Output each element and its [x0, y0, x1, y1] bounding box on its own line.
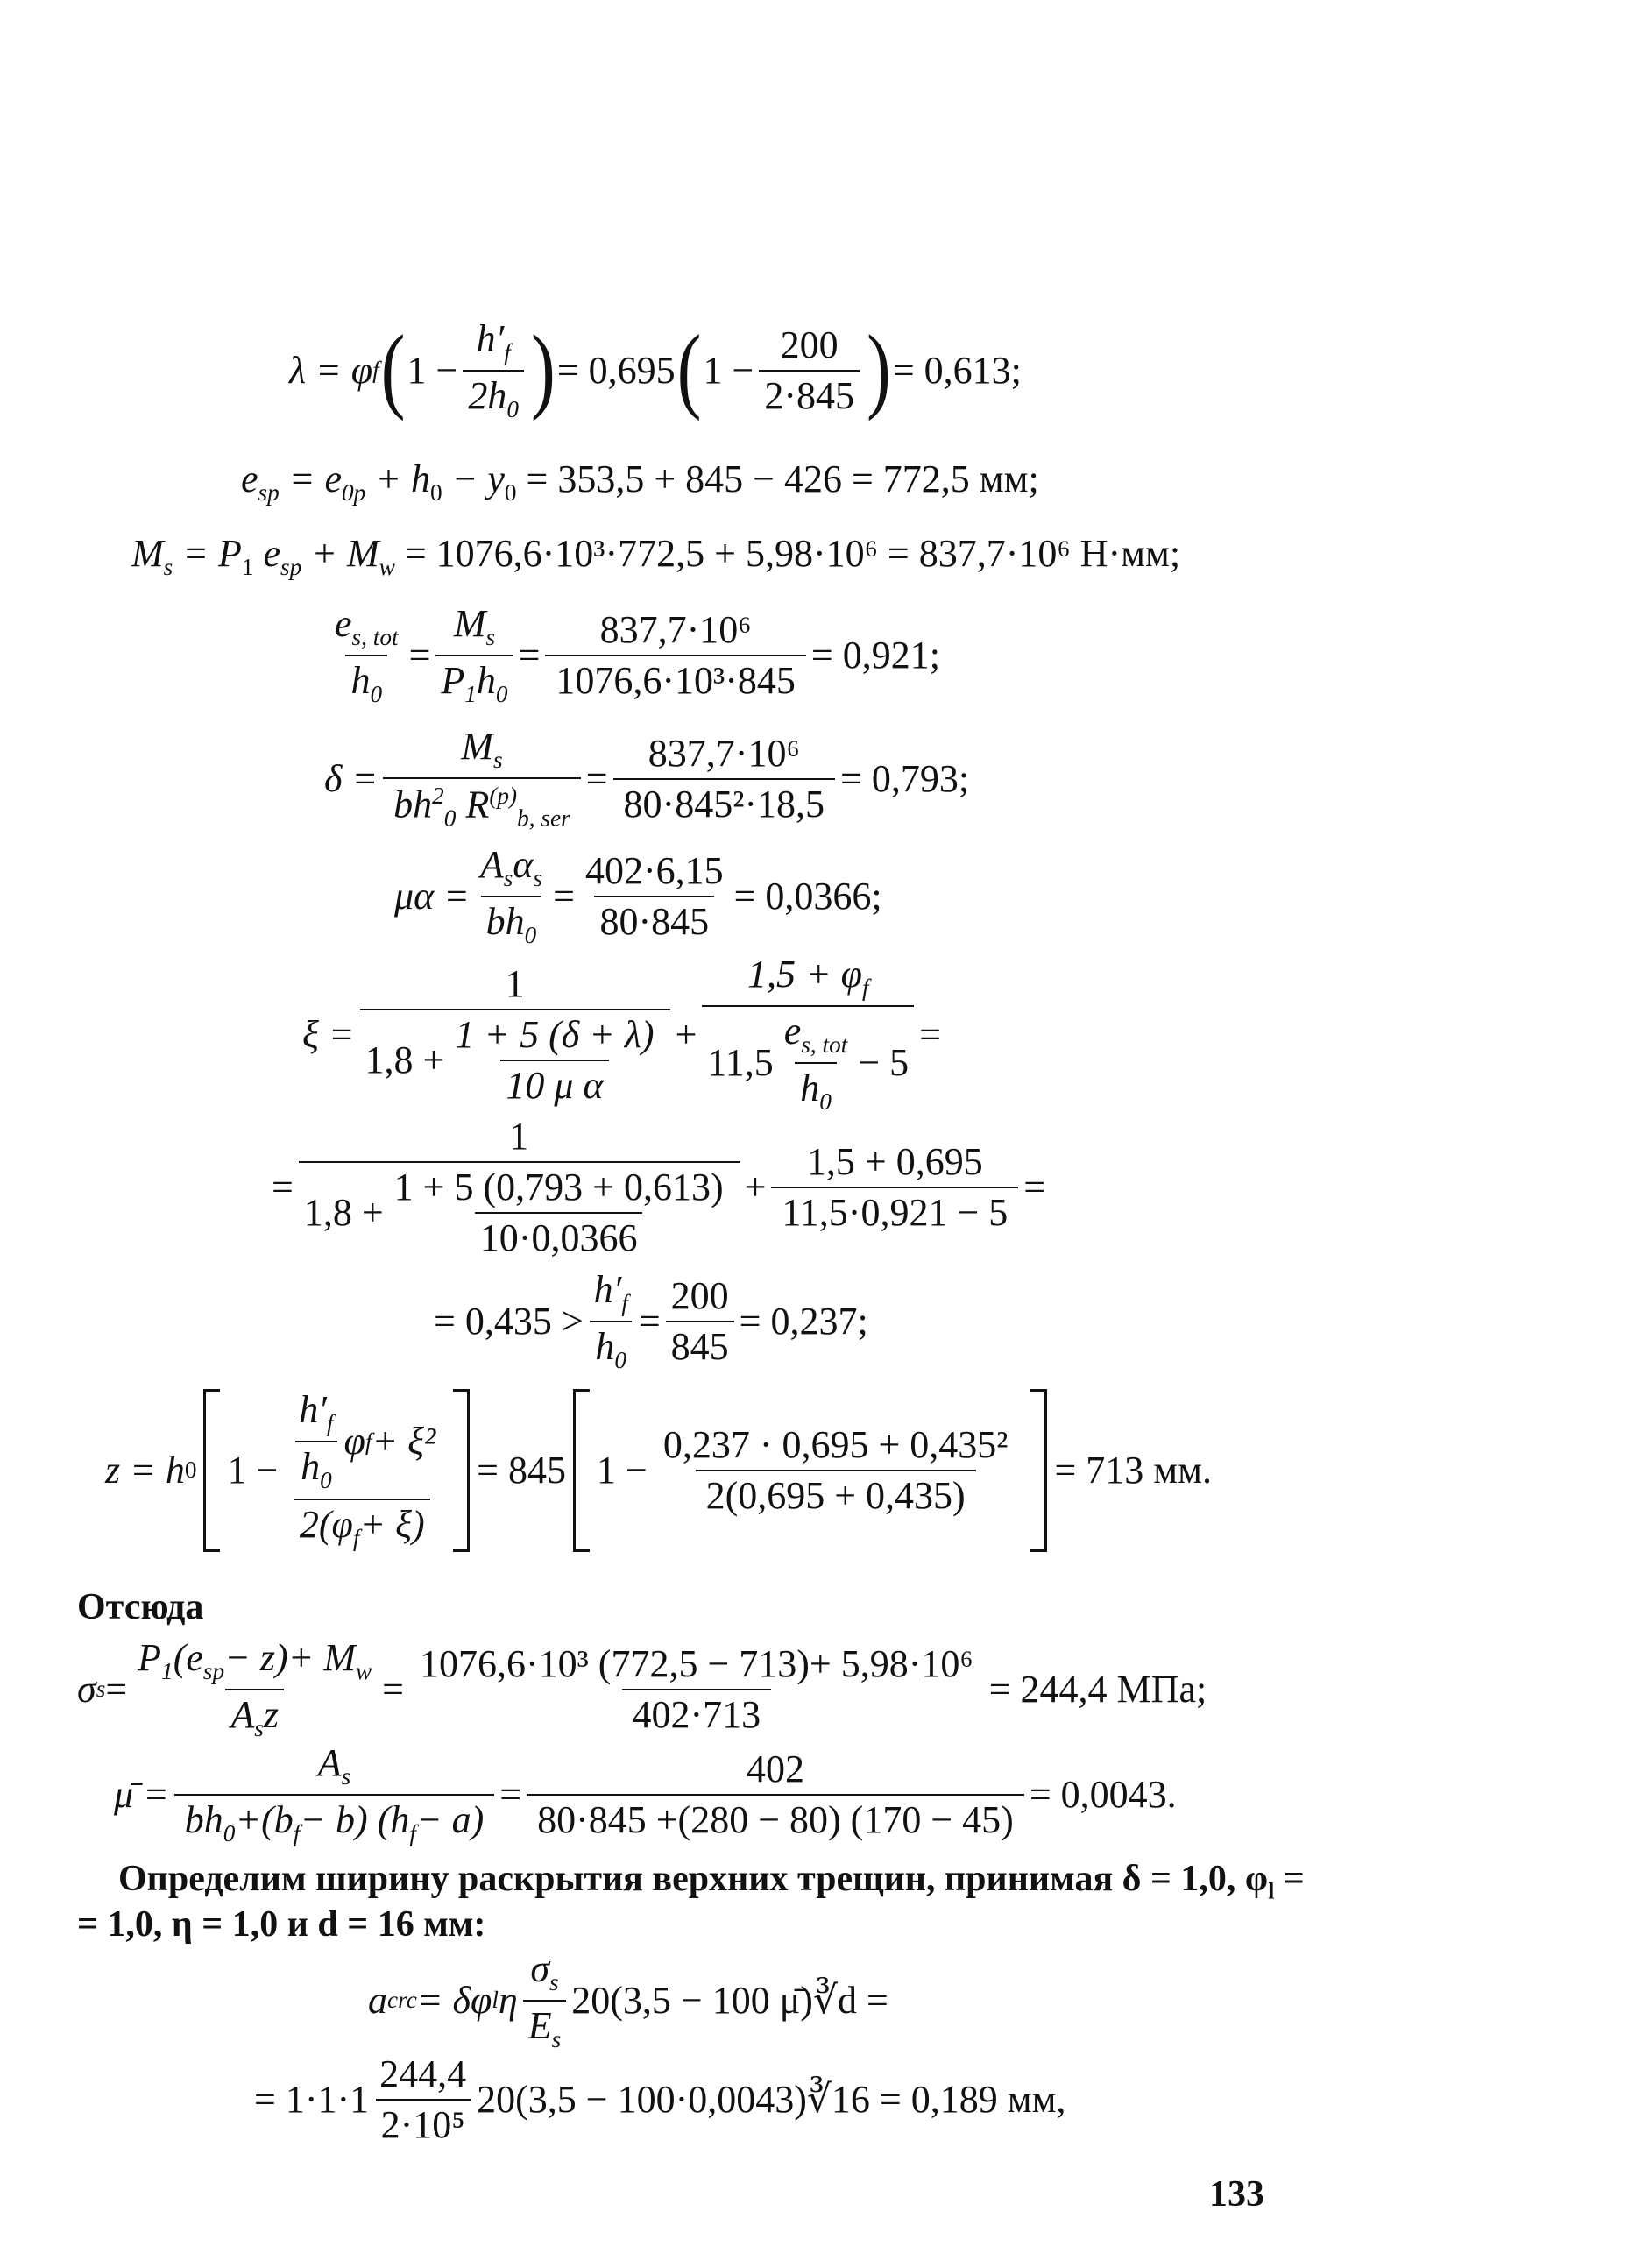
- lambda-fraction-1: $\frac{h'_f}{2h_0}$: [463, 320, 524, 422]
- lambda-lhs: λ = φ: [289, 349, 373, 393]
- equation-xi-1: ξ = 1 1,8 + $\frac{1 + 5 (\delta + \lambda)}{\text{10 μ α}}$ + $1,5 + \varphi_f$ 11,5 $\frac{e_{s, tot}}{h_0}$ − 5 =: [302, 953, 941, 1115]
- equation-mubar: μ̄ = $\frac{A_s}{bh_0+(b_f- b) (h_f- a)}$ = $\frac{402}{80\cdot 845 +(280 - 80) (170 - 45)}$ = 0,0043.: [114, 1741, 1177, 1846]
- equation-xi-3: = 0,435 > $\frac{h'_f}{h_0}$ = $\frac{200}{845}$ = 0,237;: [434, 1268, 868, 1373]
- equation-mualpha: μα = $\frac{A_s\alpha_s}{bh_0}$ = $\frac{402\cdot 6,15}{80\cdot 845}$ = 0,0366;: [394, 843, 882, 948]
- equation-z: z = h 0 1 − $\frac{h'_f}{h_0}$ φ f + ξ² $2(\varphi_f+ \xi)$ = 845 1 − $\frac{\text{0,237 · 0,695 + 0,435²}}{2(0,695 + 0,435)}$ = 713 мм.: [105, 1388, 1212, 1551]
- equation-lambda: λ = φ f ( 1 − $\frac{h'_f}{2h_0}$ ) = 0,695 ( 1 − $\frac{200}{2\cdot 845}$ ) = 0,613;: [289, 317, 1022, 422]
- paragraph-line-2: = 1,0, η = 1,0 и d = 16 мм:: [77, 1904, 486, 1945]
- equation-estot: $\frac{e_{s, tot}}{h_0}$ = $\frac{M_s}{P_1h_0}$ = $\frac{\text{837,7·10⁶}}{\text{1076,6·10³·845}}$ = 0,921;: [335, 602, 940, 707]
- equation-acrc-1: a crc = δφ l η $\frac{\sigma_s}{E_s}$ 20(3,5 − 100 μ̄)∛d =: [368, 1947, 888, 2052]
- lambda-fraction-2: $\frac{200}{2\cdot 845}$: [759, 326, 860, 415]
- equation-xi-2: = 1 1,8 + $\frac{1 + 5 (0,793 + 0,613)}{10\cdot 0,0366}$ + $\frac{1,5 + 0,695}{11,5\cdot 0,921 - 5}$ =: [272, 1115, 1046, 1259]
- intro-word: Отсюда: [77, 1587, 204, 1627]
- equation-esp: $e_{sp} = e_{0p} + h_0 - y_0 = 353,5 + 845 - 426 = 772,5$ мм;: [241, 457, 1039, 506]
- paragraph-line-1: Определим ширину раскрытия верхних трещин, принимая δ = 1,0, $\varphi_l$ =: [118, 1859, 1305, 1904]
- page-number: 133: [1209, 2174, 1264, 2215]
- equation-sigma: σ s = $\frac{P_1(e_{sp}- z)+ M_w}{A_sz}$ = $\frac{\text{1076,6·10³ (772,5 − 713)+ 5,98·10⁶}}{402\cdot 713}$ = 244,4 МПа;: [77, 1636, 1207, 1741]
- equation-delta: δ = $\frac{M_s}{bh^2_0 R^{(p)}_{b, ser}}$ = $\frac{\text{837,7·10⁶}}{\text{80·845²·18,5}}$ = 0,793;: [324, 725, 970, 832]
- equation-ms: $M_s = P_1$ $e_{sp} + M_w = 1076,6\cdot 10^3\cdot 772,5 + 5,98\cdot 10^6 = 837,7\cdot 10^6$ Н·мм;: [131, 532, 1181, 580]
- equation-acrc-2: = 1·1·1 $\frac{244,4}{\text{2·10⁵}}$ 20(3,5 − 100·0,0043)∛16 = 0,189 мм,: [254, 2052, 1066, 2146]
